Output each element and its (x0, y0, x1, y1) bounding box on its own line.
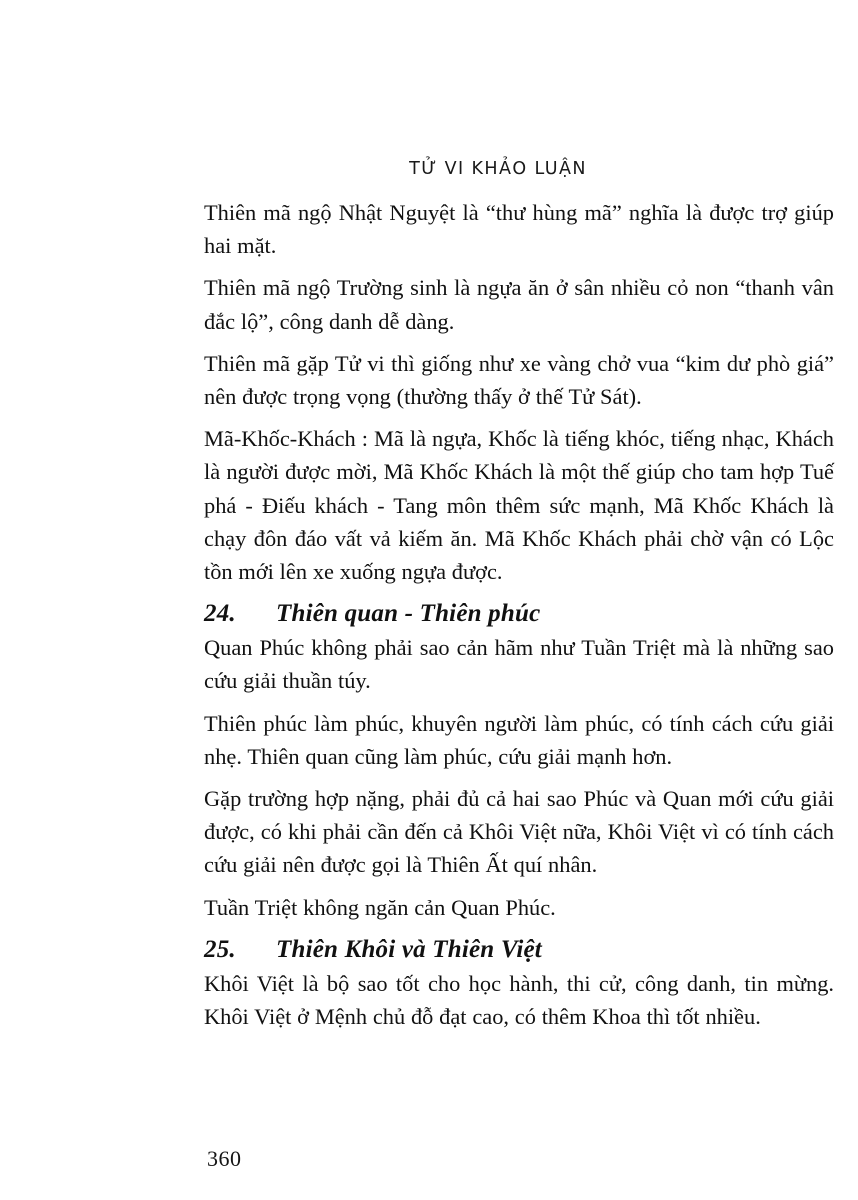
section-title: Thiên quan - Thiên phúc (276, 600, 541, 628)
paragraph: Thiên mã gặp Tử vi thì giống như xe vàng chở vua “kim dư phò giá” nên được trọng vọng (thường thấy ở thế Tử Sát). (204, 350, 834, 410)
paragraph: Mã-Khốc-Khách : Mã là ngựa, Khốc là tiếng khóc, tiếng nhạc, Khách là người được mời, Mã Khốc Khách là một thế giúp cho tam hợp Tuế phá - Điếu khách - Tang môn thêm sức mạnh, Mã Khốc Khách là chạy đôn đáo vất vả kiếm ăn. Mã Khốc Khách phải chờ vận có Lộc tồn mới lên xe xuống ngựa được. (204, 426, 834, 585)
section-number: 25. (204, 935, 236, 963)
paragraph: Khôi Việt là bộ sao tốt cho học hành, thi cử, công danh, tin mừng. Khôi Việt ở Mệnh chủ đỗ đạt cao, có thêm Khoa thì tốt nhiều. (204, 970, 834, 1030)
section-heading-24 (204, 597, 834, 631)
paragraph: Thiên mã ngộ Trường sinh là ngựa ăn ở sân nhiều cỏ non “thanh vân đắc lộ”, công danh dễ dàng. (204, 275, 834, 334)
page-number: 360 (207, 1146, 242, 1171)
paragraph: Gặp trường hợp nặng, phải đủ cả hai sao Phúc và Quan mới cứu giải được, có khi phải cần đến cả Khôi Việt nữa, Khôi Việt vì có tính cách cứu giải nên được gọi là Thiên Ất quí nhân. (204, 786, 834, 878)
section-heading-25 (204, 933, 834, 967)
text-column (204, 196, 834, 1042)
paragraph: Thiên phúc làm phúc, khuyên người làm phúc, có tính cách cứu giải nhẹ. Thiên quan cũng làm phúc, cứu giải mạnh hơn. (204, 710, 834, 769)
section-number: 24. (204, 600, 236, 628)
running-head: TỬ VI KHẢO LUẬN (409, 159, 587, 179)
paragraph: Tuần Triệt không ngăn cản Quan Phúc. (204, 894, 556, 920)
paragraph: Thiên mã ngộ Nhật Nguyệt là “thư hùng mã” nghĩa là được trợ giúp hai mặt. (204, 200, 834, 259)
paragraph: Quan Phúc không phải sao cản hãm như Tuần Triệt mà là những sao cứu giải thuần túy. (204, 635, 834, 694)
section-title: Thiên Khôi và Thiên Việt (276, 935, 542, 963)
